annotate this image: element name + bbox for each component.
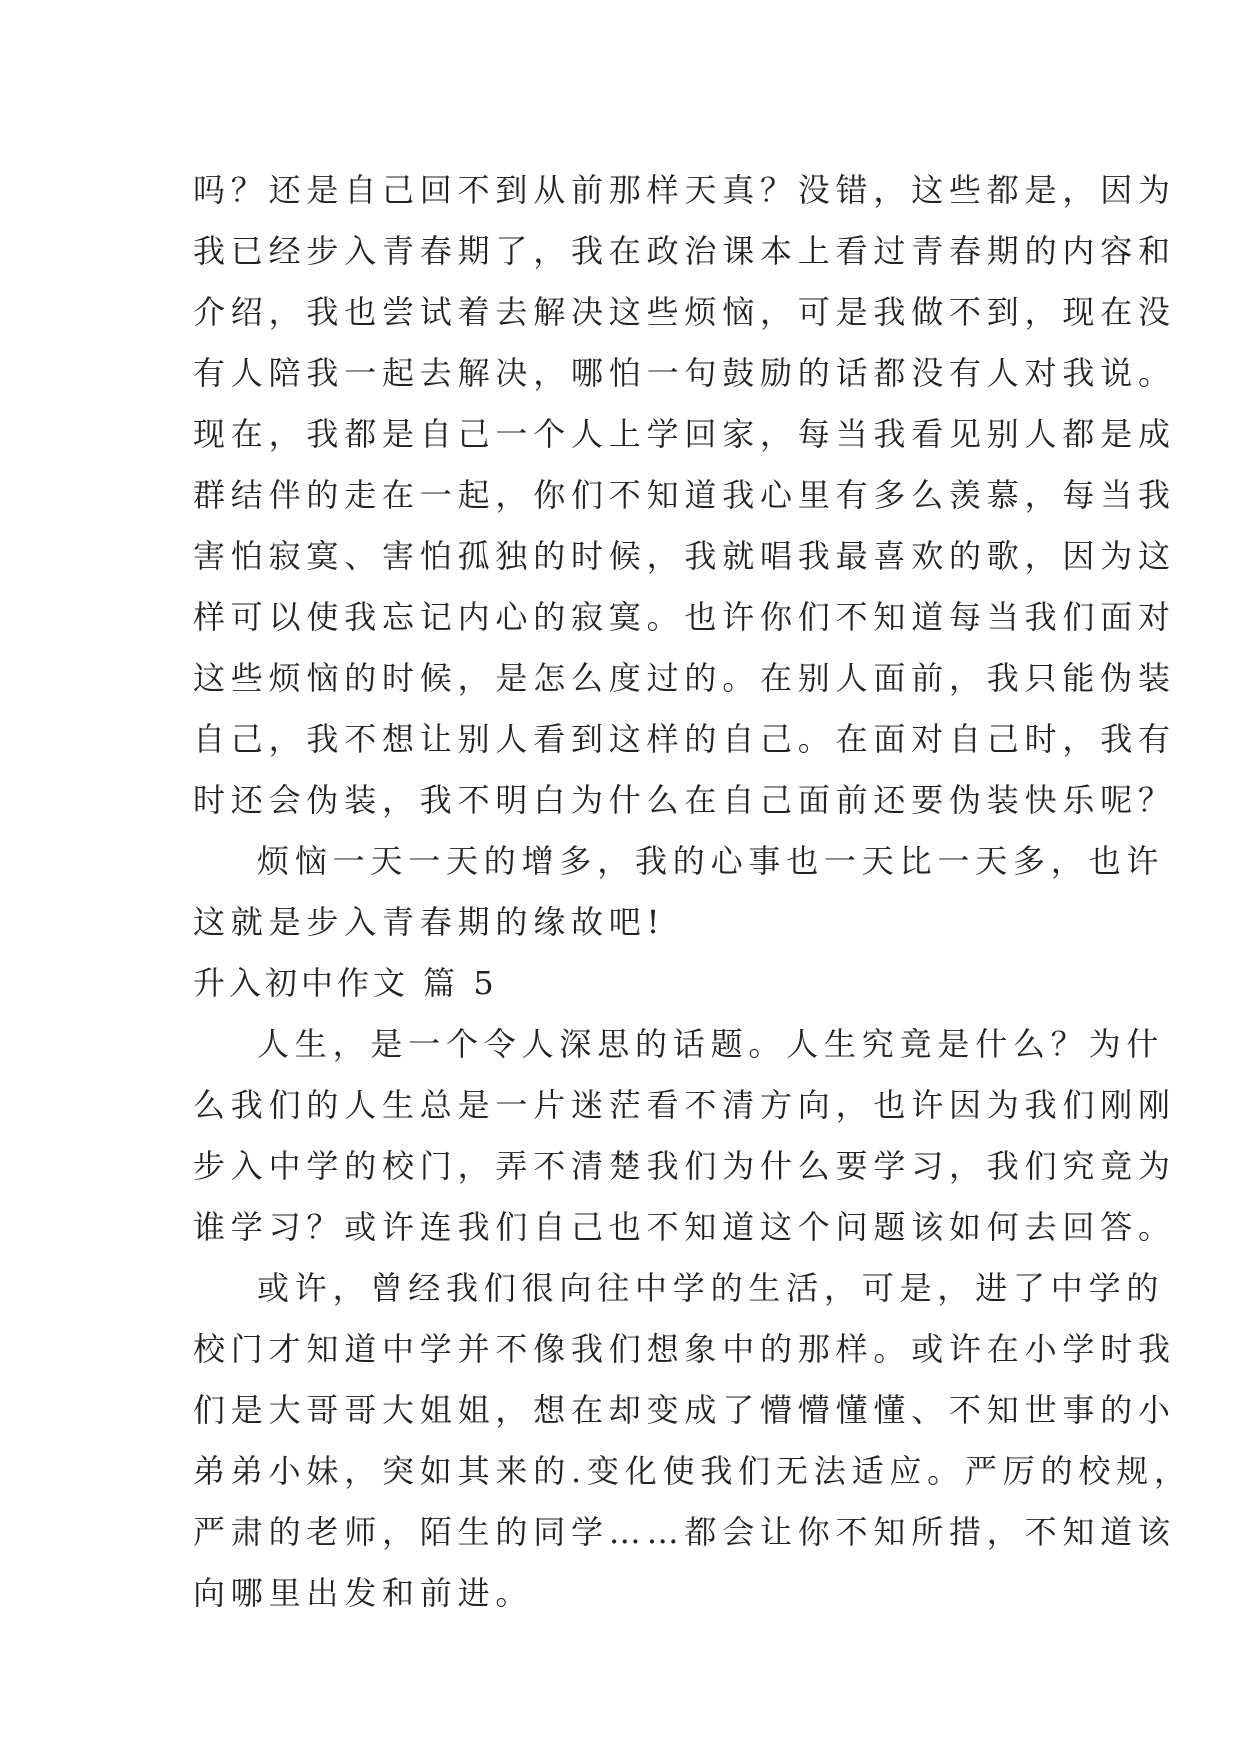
text-line: 自己，我不想让别人看到这样的自己。在面对自己时，我有 bbox=[193, 720, 1176, 758]
document-body bbox=[193, 160, 1192, 1624]
paragraph-first-line: 或许，曾经我们很向往中学的生活，可是，进了中学的 bbox=[257, 1269, 1165, 1307]
text-line: 校门才知道中学并不像我们想象中的那样。或许在小学时我 bbox=[193, 1330, 1176, 1368]
text-line: 步入中学的校门，弄不清楚我们为什么要学习，我们究竟为 bbox=[193, 1147, 1176, 1185]
text-line: 严肃的老师，陌生的同学……都会让你不知所措，不知道该 bbox=[193, 1513, 1176, 1551]
text-line: 们是大哥哥大姐姐，想在却变成了懵懵懂懂、不知世事的小 bbox=[193, 1391, 1176, 1429]
text-line: 谁学习？或许连我们自己也不知道这个问题该如何去回答。 bbox=[193, 1208, 1176, 1246]
text-line: 我已经步入青春期了，我在政治课本上看过青春期的内容和 bbox=[193, 232, 1176, 270]
text-line: 吗？还是自己回不到从前那样天真？没错，这些都是，因为 bbox=[193, 171, 1176, 209]
text-line: 现在，我都是自己一个人上学回家，每当我看见别人都是成 bbox=[193, 415, 1176, 453]
text-line: 弟弟小妹，突如其来的.变化使我们无法适应。严厉的校规， bbox=[193, 1452, 1192, 1490]
text-line: 群结伴的走在一起，你们不知道我心里有多么羡慕，每当我 bbox=[193, 476, 1176, 514]
paragraph-first-line: 人生，是一个令人深思的话题。人生究竟是什么？为什 bbox=[257, 1025, 1165, 1063]
text-line: 害怕寂寞、害怕孤独的时候，我就唱我最喜欢的歌，因为这 bbox=[193, 537, 1176, 575]
text-line: 样可以使我忘记内心的寂寞。也许你们不知道每当我们面对 bbox=[193, 598, 1176, 636]
section-heading: 升入初中作文 篇 5 bbox=[193, 964, 498, 1002]
text-line: 介绍，我也尝试着去解决这些烦恼，可是我做不到，现在没 bbox=[193, 293, 1176, 331]
text-line: 么我们的人生总是一片迷茫看不清方向，也许因为我们刚刚 bbox=[193, 1086, 1176, 1124]
text-line: 时还会伪装，我不明白为什么在自己面前还要伪装快乐呢？ bbox=[193, 781, 1176, 819]
text-line: 有人陪我一起去解决，哪怕一句鼓励的话都没有人对我说。 bbox=[193, 354, 1176, 392]
text-line: 这些烦恼的时候，是怎么度过的。在别人面前，我只能伪装 bbox=[193, 659, 1176, 697]
text-line: 这就是步入青春期的缘故吧! bbox=[193, 903, 666, 941]
text-line: 向哪里出发和前进。 bbox=[193, 1574, 534, 1612]
paragraph-first-line: 烦恼一天一天的增多，我的心事也一天比一天多，也许 bbox=[257, 842, 1165, 880]
